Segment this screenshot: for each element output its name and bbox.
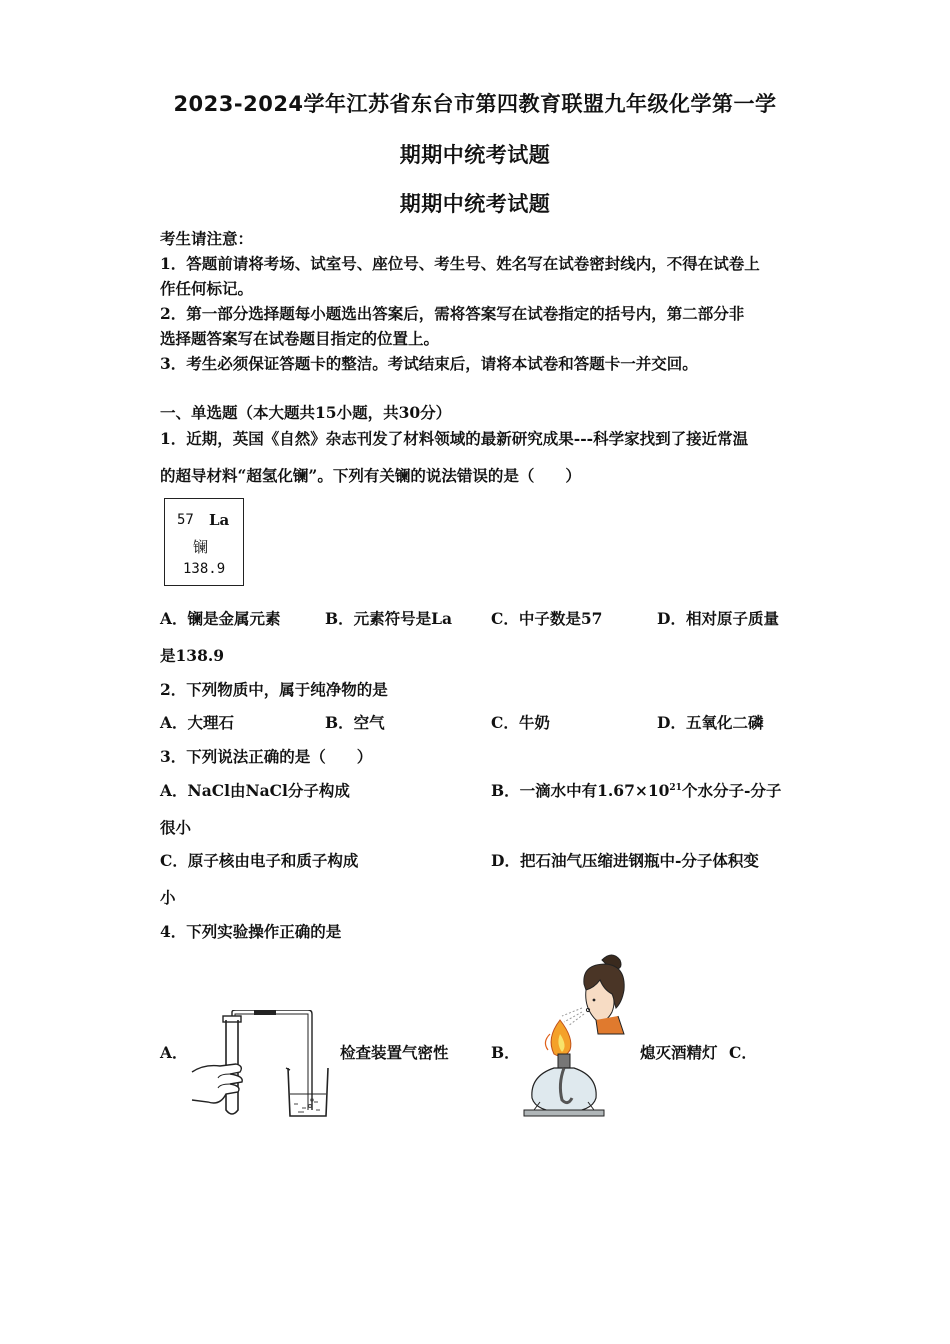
q4-option-a-label: A．	[160, 1043, 188, 1062]
q1-stem-line1: 1．近期，英国《自然》杂志刊发了材料领域的最新研究成果---科学家找到了接近常温	[160, 429, 749, 448]
q3-option-b-continued: 很小	[160, 818, 192, 837]
q1-stem-line2: 的超导材料“超氢化镧”。下列有关镧的说法错误的是（ ）	[160, 466, 581, 485]
section-heading: 一、单选题（本大题共15小题，共30分）	[160, 403, 452, 422]
q3-option-b-exponent: 21	[669, 782, 682, 793]
atomic-mass: 138.9	[183, 561, 226, 577]
q3-option-b-text-end: 个水分子-分子	[681, 781, 782, 800]
q2-option-b: B．空气	[325, 713, 385, 732]
q1-option-b: B．元素符号是La	[325, 609, 453, 628]
q3-option-b	[491, 779, 781, 801]
q3-stem: 3．下列说法正确的是（ ）	[160, 747, 373, 766]
page-subtitle: 期期中统考试题	[399, 192, 551, 216]
q1-option-d-continued: 是138.9	[160, 646, 225, 665]
q1-option-d: D．相对原子质量	[657, 609, 779, 628]
notice-line: 2．第一部分选择题每小题选出答案后，需将答案写在试卷指定的括号内，第二部分非	[160, 304, 745, 323]
q4-option-b-caption: 熄灭酒精灯	[640, 1043, 718, 1062]
q4-stem: 4．下列实验操作正确的是	[160, 922, 342, 941]
alcohol-lamp-blowing-illustration	[520, 950, 630, 1118]
q2-stem: 2．下列物质中，属于纯净物的是	[160, 680, 388, 699]
q2-option-d: D．五氧化二磷	[657, 713, 764, 732]
airtightness-apparatus-illustration	[190, 1010, 340, 1122]
q2-option-a: A．大理石	[160, 713, 235, 732]
page-title-line1: 2023-2024学年江苏省东台市第四教育联盟九年级化学第一学	[173, 92, 777, 116]
q4-option-b-label: B．	[491, 1043, 520, 1062]
q1-option-c: C．中子数是57	[491, 609, 603, 628]
notice-heading: 考生请注意：	[160, 229, 254, 248]
notice-line: 1．答题前请将考场、试室号、座位号、考生号、姓名写在试卷密封线内，不得在试卷上	[160, 254, 760, 273]
q3-option-d-continued: 小	[160, 888, 176, 907]
notice-line: 作任何标记。	[160, 279, 254, 298]
element-card-lanthanum	[164, 498, 244, 586]
q3-option-d: D．把石油气压缩进钢瓶中-分子体积变	[491, 851, 759, 870]
q4-option-a-caption: 检查装置气密性	[340, 1043, 449, 1062]
q2-option-c: C．牛奶	[491, 713, 550, 732]
notice-line: 3．考生必须保证答题卡的整洁。考试结束后，请将本试卷和答题卡一并交回。	[160, 354, 698, 373]
q3-option-c: C．原子核由电子和质子构成	[160, 851, 359, 870]
element-symbol: La	[209, 511, 230, 529]
notice-line: 选择题答案写在试卷题目指定的位置上。	[160, 329, 440, 348]
element-name: 镧	[193, 538, 209, 556]
q4-option-c-label: C．	[729, 1043, 757, 1062]
q3-option-b-text: B．一滴水中有1.67×10	[491, 781, 670, 800]
q1-option-a: A．镧是金属元素	[160, 609, 281, 628]
atomic-number: 57	[177, 512, 194, 528]
page-title-line2: 期期中统考试题	[399, 143, 551, 167]
q3-option-a: A．NaCl由NaCl分子构成	[160, 781, 350, 800]
